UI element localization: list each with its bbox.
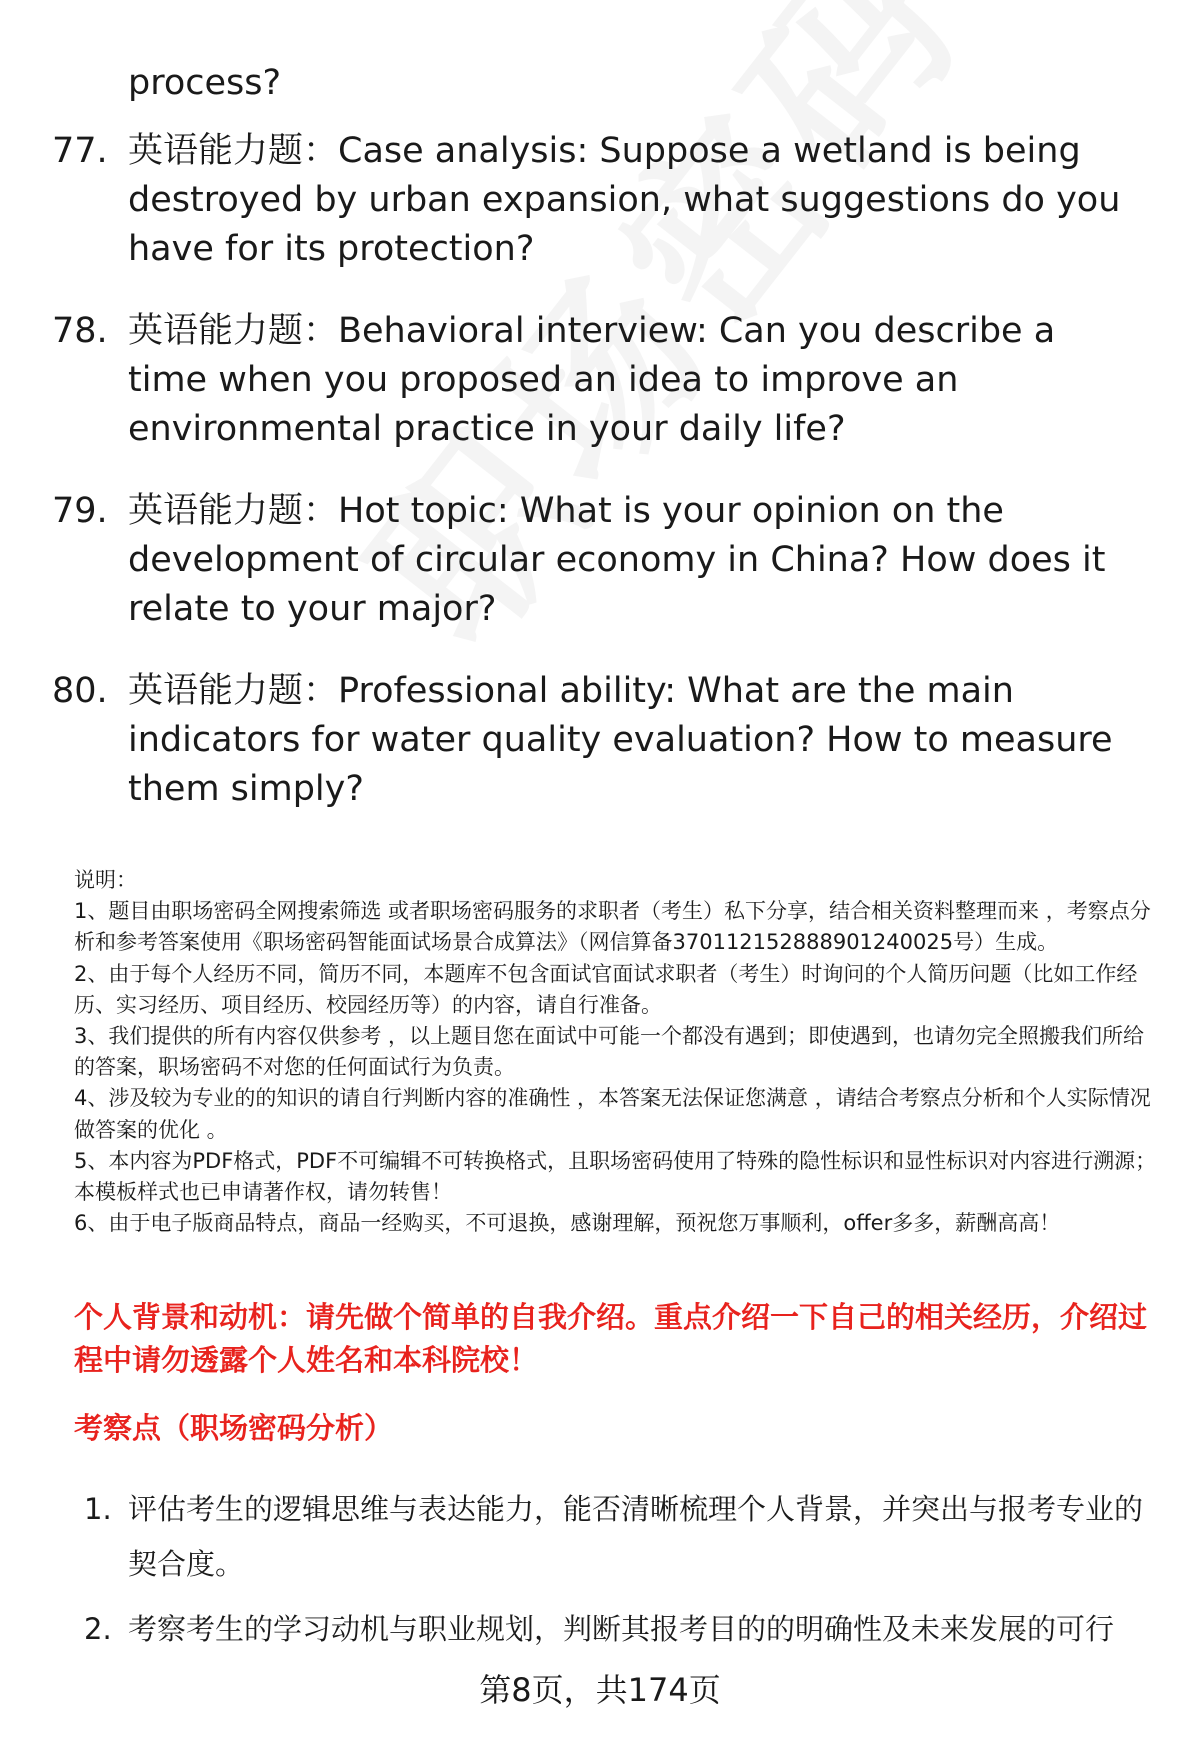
- point-text: 考察考生的学习动机与职业规划，判断其报考目的的明确性及未来发展的可行: [128, 1612, 1115, 1646]
- notes-section: [74, 865, 1164, 1239]
- question-77: [52, 127, 1142, 274]
- question-78: [52, 307, 1142, 454]
- note-item: 3、我们提供的所有内容仅供参考 ，以上题目您在面试中可能一个都没有遇到；即使遇到，也请勿完全照搬我们所给的答案，职场密码不对您的任何面试行为负责。: [74, 1024, 1145, 1080]
- question-number: 80.: [52, 671, 108, 711]
- continuation-text: process?: [128, 63, 282, 103]
- point-number: 2.: [84, 1612, 112, 1646]
- note-item: 2、由于每个人经历不同，简历不同，本题库不包含面试官面试求职者（考生）时询问的个人简历问题（比如工作经历、实习经历、项目经历、校园经历等）的内容，请自行准备。: [74, 961, 1138, 1017]
- note-item: 4、涉及较为专业的的知识的请自行判断内容的准确性 ，本答案无法保证您满意 ，请结合考察点分析和个人实际情况做答案的优化 。: [74, 1086, 1151, 1142]
- question-number: 77.: [52, 131, 108, 171]
- question-text: 英语能力题：Professional ability: What are the main indicators for water quality evaluation? How to measure them simply?: [128, 671, 1113, 809]
- notes-heading: 说明：: [74, 868, 137, 892]
- note-item: 1、题目由职场密码全网搜索筛选 或者职场密码服务的求职者（考生）私下分享，结合相关资料整理而来 ，考察点分析和参考答案使用《职场密码智能面试场景合成算法》（网信算备370112152888901240025号）生成。: [74, 899, 1151, 955]
- analysis-point-1: [84, 1482, 1154, 1592]
- note-item: 5、本内容为PDF格式，PDF不可编辑不可转换格式，且职场密码使用了特殊的隐性标识和显性标识对内容进行溯源；本模板样式也已申请著作权，请勿转售！: [74, 1148, 1157, 1205]
- background-question: 个人背景和动机：请先做个简单的自我介绍。重点介绍一下自己的相关经历，介绍过程中请勿透露个人姓名和本科院校！: [74, 1300, 1148, 1377]
- page-footer: 第8页，共174页: [479, 1671, 721, 1709]
- question-text: 英语能力题：Behavioral interview: Can you describe a time when you proposed an idea to improve an environmental practice in your daily life?: [128, 311, 1056, 449]
- analysis-point-2: [84, 1602, 1154, 1657]
- question-number: 79.: [52, 491, 108, 531]
- question-79: [52, 487, 1142, 634]
- question-text: 英语能力题：Case analysis: Suppose a wetland is being destroyed by urban expansion, what suggestions do you have for its protection?: [128, 131, 1121, 269]
- question-text: 英语能力题：Hot topic: What is your opinion on the development of circular economy in China? How does it relate to your major?: [128, 491, 1106, 629]
- point-text: 评估考生的逻辑思维与表达能力，能否清晰梳理个人背景，并突出与报考专业的契合度。: [128, 1492, 1144, 1581]
- question-number: 78.: [52, 311, 108, 351]
- point-number: 1.: [84, 1492, 112, 1526]
- question-80: [52, 667, 1142, 814]
- analysis-title: 考察点（职场密码分析）: [74, 1411, 394, 1445]
- note-item: 6、由于电子版商品特点，商品一经购买，不可退换，感谢理解，预祝您万事顺利，offer多多，薪酬高高！: [74, 1211, 1061, 1236]
